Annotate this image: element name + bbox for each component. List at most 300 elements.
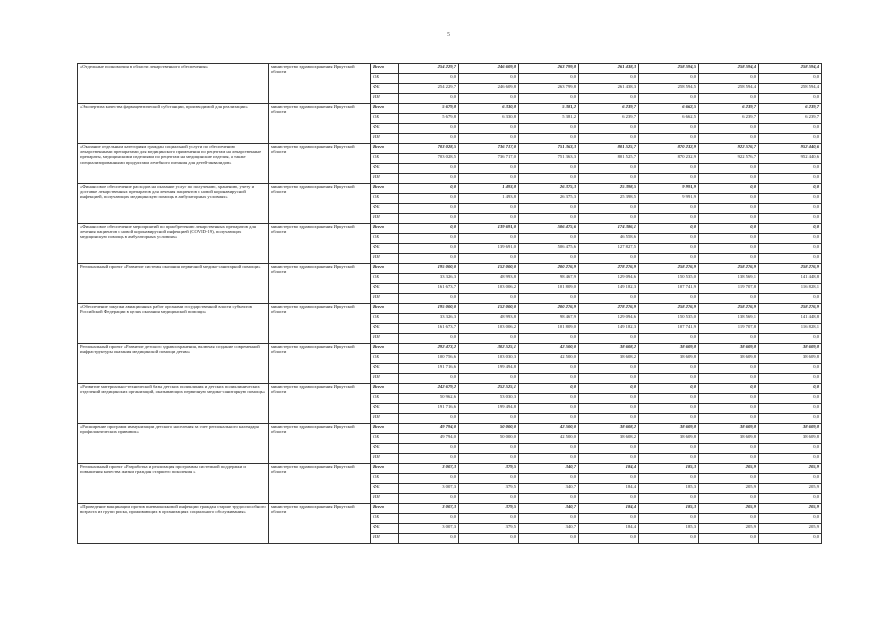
amount-cell: 0,0	[579, 404, 639, 414]
executor: министерство здравоохранения Иркутской области	[269, 464, 371, 504]
amount-cell: 0,0	[399, 414, 459, 424]
amount-cell: 0,0	[639, 494, 699, 504]
amount-cell: 100 756,6	[399, 354, 459, 364]
amount-cell: 38 609,8	[699, 424, 759, 434]
measure-name: «Финансовое обеспечение мероприятий по приобретению лекарственных препаратов для лечения пациентов с новой коронавирусной инфекцией (COVID-19), получающих медицинскую помощь в амбулаторных условиях»	[78, 224, 269, 264]
amount-cell: 0,0	[399, 444, 459, 454]
amount-cell: 379,5	[459, 504, 519, 514]
amount-cell: 292 473,2	[399, 344, 459, 354]
amount-cell: 3 007,3	[399, 524, 459, 534]
amount-cell: 0,0	[519, 384, 579, 394]
funding-source: Всего	[371, 504, 399, 514]
amount-cell: 0,0	[699, 124, 759, 134]
amount-cell: 252 525,1	[459, 384, 519, 394]
amount-cell: 184,4	[579, 464, 639, 474]
amount-cell: 0,0	[579, 384, 639, 394]
amount-cell: 736 717,0	[459, 154, 519, 164]
funding-source: ИИ	[371, 214, 399, 224]
amount-cell: 0,0	[699, 134, 759, 144]
amount-cell: 0,0	[639, 294, 699, 304]
amount-cell: 38 609,8	[699, 344, 759, 354]
amount-cell: 703 028,5	[399, 154, 459, 164]
amount-cell: 129 094,6	[579, 314, 639, 324]
funding-source: ОБ	[371, 514, 399, 524]
amount-cell: 199 494,8	[459, 404, 519, 414]
funding-source: ФБ	[371, 524, 399, 534]
amount-cell: 0,0	[759, 254, 822, 264]
amount-cell: 0,0	[759, 124, 822, 134]
amount-cell: 0,0	[399, 164, 459, 174]
amount-cell: 0,0	[699, 174, 759, 184]
funding-source: ОБ	[371, 314, 399, 324]
amount-cell: 0,0	[639, 364, 699, 374]
amount-cell: 205,9	[699, 504, 759, 514]
amount-cell: 0,0	[699, 294, 759, 304]
amount-cell: 0,0	[459, 454, 519, 464]
amount-cell: 139 691,0	[459, 224, 519, 234]
amount-cell: 174 386,1	[579, 224, 639, 234]
amount-cell: 0,0	[699, 364, 759, 374]
amount-cell: 5 679,8	[399, 114, 459, 124]
funding-source: ОБ	[371, 234, 399, 244]
amount-cell: 38 608,2	[579, 424, 639, 434]
amount-cell: 0,0	[459, 204, 519, 214]
amount-cell: 0,0	[639, 244, 699, 254]
funding-source: ИИ	[371, 374, 399, 384]
amount-cell: 0,0	[399, 254, 459, 264]
amount-cell: 0,0	[759, 164, 822, 174]
amount-cell: 0,0	[519, 514, 579, 524]
funding-source: Всего	[371, 344, 399, 354]
amount-cell: 38 609,8	[639, 424, 699, 434]
amount-cell: 3 007,3	[399, 464, 459, 474]
amount-cell: 0,0	[699, 204, 759, 214]
funding-source: ИИ	[371, 134, 399, 144]
amount-cell: 258 276,9	[639, 264, 699, 274]
amount-cell: 119 707,8	[699, 324, 759, 334]
amount-cell: 205,9	[759, 504, 822, 514]
amount-cell: 185,3	[639, 464, 699, 474]
amount-cell: 5 679,8	[399, 104, 459, 114]
amount-cell: 261 438,3	[579, 64, 639, 74]
funding-source: ФБ	[371, 124, 399, 134]
funding-source: ФБ	[371, 444, 399, 454]
amount-cell: 0,0	[699, 444, 759, 454]
amount-cell: 0,0	[459, 164, 519, 174]
amount-cell: 0,0	[759, 134, 822, 144]
amount-cell: 38 608,2	[579, 354, 639, 364]
table-row	[78, 144, 822, 154]
budget-table	[77, 63, 822, 544]
amount-cell: 42 500,0	[519, 344, 579, 354]
table-row	[78, 384, 822, 394]
amount-cell: 98 467,9	[519, 274, 579, 284]
amount-cell: 152 000,0	[459, 264, 519, 274]
amount-cell: 33 326,3	[399, 314, 459, 324]
amount-cell: 0,0	[399, 224, 459, 234]
amount-cell: 42 500,0	[519, 424, 579, 434]
amount-cell: 6 239,7	[759, 114, 822, 124]
amount-cell: 0,0	[399, 134, 459, 144]
funding-source: ОБ	[371, 194, 399, 204]
amount-cell: 107 741,9	[639, 324, 699, 334]
amount-cell: 0,0	[459, 234, 519, 244]
funding-source: ИИ	[371, 94, 399, 104]
amount-cell: 0,0	[759, 454, 822, 464]
amount-cell: 0,0	[399, 534, 459, 544]
amount-cell: 6 239,7	[759, 104, 822, 114]
amount-cell: 0,0	[579, 294, 639, 304]
amount-cell: 138 569,1	[699, 314, 759, 324]
executor: министерство здравоохранения Иркутской области	[269, 344, 371, 384]
amount-cell: 195 000,0	[399, 304, 459, 314]
executor: министерство здравоохранения Иркутской области	[269, 184, 371, 224]
amount-cell: 25 398,5	[579, 184, 639, 194]
funding-source: ФБ	[371, 284, 399, 294]
amount-cell: 107 741,9	[639, 284, 699, 294]
amount-cell: 302 525,1	[459, 344, 519, 354]
amount-cell: 0,0	[579, 74, 639, 84]
amount-cell: 0,0	[579, 204, 639, 214]
amount-cell: 0,0	[759, 534, 822, 544]
amount-cell: 0,0	[519, 214, 579, 224]
amount-cell: 0,0	[699, 454, 759, 464]
amount-cell: 0,0	[459, 74, 519, 84]
amount-cell: 0,0	[699, 474, 759, 484]
amount-cell: 258 594,4	[699, 84, 759, 94]
amount-cell: 0,0	[639, 164, 699, 174]
funding-source: ОБ	[371, 354, 399, 364]
measure-name: «Проведение вакцинации против пневмококковой инфекции граждан старше трудоспособного возраста из групп риска, проживающих в организациях социального обслуживания»	[78, 504, 269, 544]
amount-cell: 0,0	[459, 294, 519, 304]
amount-cell: 751 363,3	[519, 154, 579, 164]
amount-cell: 6 239,7	[579, 114, 639, 124]
amount-cell: 3 007,3	[399, 484, 459, 494]
funding-source: Всего	[371, 104, 399, 114]
amount-cell: 0,0	[519, 294, 579, 304]
amount-cell: 139 691,0	[459, 244, 519, 254]
table-row	[78, 64, 822, 74]
amount-cell: 0,0	[759, 414, 822, 424]
funding-source: ИИ	[371, 494, 399, 504]
amount-cell: 42 500,0	[519, 434, 579, 444]
amount-cell: 6 239,7	[699, 114, 759, 124]
funding-source: Всего	[371, 384, 399, 394]
funding-source: ИИ	[371, 174, 399, 184]
funding-source: ФБ	[371, 164, 399, 174]
funding-source: Всего	[371, 224, 399, 234]
amount-cell: 46 558,6	[579, 234, 639, 244]
amount-cell: 6 662,5	[639, 114, 699, 124]
funding-source: ИИ	[371, 294, 399, 304]
amount-cell: 0,0	[579, 134, 639, 144]
amount-cell: 0,0	[579, 454, 639, 464]
amount-cell: 0,0	[459, 334, 519, 344]
amount-cell: 0,0	[759, 364, 822, 374]
amount-cell: 6 662,5	[639, 104, 699, 114]
amount-cell: 0,0	[699, 534, 759, 544]
amount-cell: 0,0	[699, 374, 759, 384]
amount-cell: 127 827,5	[579, 244, 639, 254]
amount-cell: 0,0	[579, 174, 639, 184]
amount-cell: 184,4	[579, 484, 639, 494]
amount-cell: 0,0	[639, 414, 699, 424]
amount-cell: 149 182,3	[579, 284, 639, 294]
amount-cell: 101 809,0	[519, 324, 579, 334]
amount-cell: 0,0	[639, 404, 699, 414]
amount-cell: 0,0	[759, 374, 822, 384]
amount-cell: 0,0	[579, 474, 639, 484]
amount-cell: 0,0	[759, 384, 822, 394]
funding-source: Всего	[371, 464, 399, 474]
amount-cell: 0,0	[519, 334, 579, 344]
amount-cell: 103 006,2	[459, 284, 519, 294]
amount-cell: 0,0	[639, 224, 699, 234]
amount-cell: 0,0	[459, 134, 519, 144]
amount-cell: 1 493,8	[459, 184, 519, 194]
amount-cell: 0,0	[639, 384, 699, 394]
amount-cell: 205,9	[759, 464, 822, 474]
amount-cell: 161 673,7	[399, 324, 459, 334]
amount-cell: 254 229,7	[399, 84, 459, 94]
amount-cell: 205,9	[699, 464, 759, 474]
funding-source: ИИ	[371, 334, 399, 344]
amount-cell: 33 326,3	[399, 274, 459, 284]
amount-cell: 0,0	[519, 404, 579, 414]
amount-cell: 48 993,8	[459, 274, 519, 284]
amount-cell: 38 608,2	[579, 434, 639, 444]
amount-cell: 5 381,2	[519, 114, 579, 124]
amount-cell: 0,0	[399, 124, 459, 134]
table-row	[78, 104, 822, 114]
amount-cell: 0,0	[399, 234, 459, 244]
amount-cell: 0,0	[399, 94, 459, 104]
funding-source: Всего	[371, 184, 399, 194]
amount-cell: 0,0	[579, 414, 639, 424]
measure-name: «Отдельные полномочия в области лекарственного обеспечения»	[78, 64, 269, 104]
measure-name: «Расширение программ иммунизации детского населения за счет регионального календаря профилактических прививок»	[78, 424, 269, 464]
amount-cell: 0,0	[639, 374, 699, 384]
measure-name: «Экспертиза качества фармацевтической субстанции, производимой для реализации»	[78, 104, 269, 144]
amount-cell: 9 991,9	[639, 184, 699, 194]
amount-cell: 0,0	[519, 234, 579, 244]
amount-cell: 258 594,4	[759, 64, 822, 74]
table-row	[78, 464, 822, 474]
measure-name: «Финансовое обеспечение расходов на оказание услуг по получению, хранению, учету и доставке лекарственных препаратов для лечения пациентов с новой коронавирусной инфекцией, получающих медицинскую помощь в амбулаторных условиях»	[78, 184, 269, 224]
amount-cell: 0,0	[399, 244, 459, 254]
funding-source: ОБ	[371, 474, 399, 484]
amount-cell: 150 535,0	[639, 274, 699, 284]
amount-cell: 0,0	[519, 174, 579, 184]
amount-cell: 258 276,9	[759, 304, 822, 314]
amount-cell: 0,0	[639, 134, 699, 144]
amount-cell: 185,3	[639, 484, 699, 494]
amount-cell: 0,0	[699, 164, 759, 174]
funding-source: ФБ	[371, 484, 399, 494]
funding-source: Всего	[371, 144, 399, 154]
amount-cell: 0,0	[399, 374, 459, 384]
amount-cell: 42 500,0	[519, 354, 579, 364]
amount-cell: 258 594,4	[759, 84, 822, 94]
amount-cell: 0,0	[519, 374, 579, 384]
amount-cell: 242 679,2	[399, 384, 459, 394]
amount-cell: 98 467,9	[519, 314, 579, 324]
table-row	[78, 304, 822, 314]
amount-cell: 184,4	[579, 504, 639, 514]
amount-cell: 0,0	[759, 404, 822, 414]
amount-cell: 0,0	[699, 254, 759, 264]
table-row	[78, 344, 822, 354]
amount-cell: 258 594,5	[639, 64, 699, 74]
amount-cell: 0,0	[399, 334, 459, 344]
amount-cell: 0,0	[639, 474, 699, 484]
funding-source: ФБ	[371, 324, 399, 334]
amount-cell: 6 330,8	[459, 114, 519, 124]
amount-cell: 801 525,7	[579, 144, 639, 154]
amount-cell: 0,0	[639, 254, 699, 264]
amount-cell: 340,7	[519, 504, 579, 514]
amount-cell: 0,0	[399, 474, 459, 484]
amount-cell: 185,3	[639, 504, 699, 514]
funding-source: ОБ	[371, 154, 399, 164]
amount-cell: 138 569,1	[699, 274, 759, 284]
amount-cell: 116 828,1	[759, 284, 822, 294]
amount-cell: 205,9	[699, 484, 759, 494]
amount-cell: 0,0	[699, 224, 759, 234]
amount-cell: 0,0	[759, 174, 822, 184]
amount-cell: 0,0	[399, 194, 459, 204]
amount-cell: 254 229,7	[399, 64, 459, 74]
amount-cell: 258 276,9	[759, 264, 822, 274]
amount-cell: 0,0	[399, 184, 459, 194]
amount-cell: 38 609,8	[759, 424, 822, 434]
amount-cell: 0,0	[519, 74, 579, 84]
amount-cell: 38 609,8	[699, 434, 759, 444]
page-number: 5	[447, 32, 450, 38]
table-row	[78, 264, 822, 274]
amount-cell: 205,9	[699, 524, 759, 534]
amount-cell: 736 717,0	[459, 144, 519, 154]
executor: министерство здравоохранения Иркутской области	[269, 264, 371, 304]
amount-cell: 50 962,6	[399, 394, 459, 404]
amount-cell: 0,0	[759, 244, 822, 254]
amount-cell: 0,0	[639, 454, 699, 464]
amount-cell: 0,0	[579, 334, 639, 344]
amount-cell: 0,0	[639, 514, 699, 524]
amount-cell: 53 030,3	[459, 394, 519, 404]
amount-cell: 0,0	[699, 514, 759, 524]
amount-cell: 0,0	[519, 364, 579, 374]
amount-cell: 0,0	[579, 394, 639, 404]
amount-cell: 129 094,6	[579, 274, 639, 284]
amount-cell: 50 000,0	[459, 434, 519, 444]
amount-cell: 0,0	[519, 534, 579, 544]
amount-cell: 0,0	[639, 94, 699, 104]
amount-cell: 6 239,7	[699, 104, 759, 114]
amount-cell: 340,7	[519, 524, 579, 534]
funding-source: ОБ	[371, 74, 399, 84]
amount-cell: 141 448,8	[759, 314, 822, 324]
amount-cell: 0,0	[459, 214, 519, 224]
amount-cell: 0,0	[459, 494, 519, 504]
amount-cell: 0,0	[399, 294, 459, 304]
table-row	[78, 224, 822, 234]
amount-cell: 0,0	[579, 494, 639, 504]
amount-cell: 191 716,6	[399, 404, 459, 414]
amount-cell: 0,0	[399, 454, 459, 464]
amount-cell: 0,0	[639, 214, 699, 224]
executor: министерство здравоохранения Иркутской области	[269, 104, 371, 144]
amount-cell: 870 232,9	[639, 154, 699, 164]
amount-cell: 0,0	[519, 164, 579, 174]
funding-source: Всего	[371, 424, 399, 434]
amount-cell: 263 799,8	[519, 84, 579, 94]
amount-cell: 0,0	[639, 394, 699, 404]
amount-cell: 0,0	[519, 204, 579, 214]
amount-cell: 258 276,9	[699, 264, 759, 274]
amount-cell: 0,0	[759, 194, 822, 204]
funding-source: ИИ	[371, 454, 399, 464]
amount-cell: 0,0	[579, 164, 639, 174]
amount-cell: 38 609,8	[759, 434, 822, 444]
amount-cell: 0,0	[579, 514, 639, 524]
amount-cell: 0,0	[459, 254, 519, 264]
amount-cell: 195 000,0	[399, 264, 459, 274]
amount-cell: 26 375,3	[519, 194, 579, 204]
funding-source: ОБ	[371, 114, 399, 124]
amount-cell: 0,0	[699, 384, 759, 394]
amount-cell: 205,9	[759, 484, 822, 494]
amount-cell: 0,0	[699, 414, 759, 424]
amount-cell: 0,0	[699, 234, 759, 244]
amount-cell: 506 475,6	[519, 224, 579, 234]
amount-cell: 50 000,0	[459, 424, 519, 434]
amount-cell: 0,0	[399, 214, 459, 224]
measure-name: «Развитие материально-технической базы детских поликлиник и детских поликлинических отделений медицинских организаций, оказывающих первичную медико-санитарную помощь»	[78, 384, 269, 424]
amount-cell: 0,0	[759, 94, 822, 104]
executor: министерство здравоохранения Иркутской области	[269, 384, 371, 424]
table-row	[78, 504, 822, 514]
amount-cell: 0,0	[759, 294, 822, 304]
amount-cell: 0,0	[579, 534, 639, 544]
funding-source: ФБ	[371, 244, 399, 254]
amount-cell: 0,0	[579, 254, 639, 264]
amount-cell: 0,0	[639, 534, 699, 544]
measure-name: Региональный проект «Разработка и реализация программы системной поддержки и повышения качества жизни граждан старшего поколения »	[78, 464, 269, 504]
amount-cell: 0,0	[639, 174, 699, 184]
funding-source: ОБ	[371, 394, 399, 404]
amount-cell: 205,9	[759, 524, 822, 534]
amount-cell: 25 398,5	[579, 194, 639, 204]
amount-cell: 340,7	[519, 464, 579, 474]
funding-source: Всего	[371, 64, 399, 74]
amount-cell: 246 609,8	[459, 84, 519, 94]
amount-cell: 49 794,0	[399, 424, 459, 434]
amount-cell: 150 535,0	[639, 314, 699, 324]
amount-cell: 506 475,6	[519, 244, 579, 254]
amount-cell: 0,0	[759, 334, 822, 344]
amount-cell: 258 594,5	[639, 84, 699, 94]
amount-cell: 952 440,6	[759, 154, 822, 164]
table-row	[78, 184, 822, 194]
executor: министерство здравоохранения Иркутской области	[269, 224, 371, 264]
amount-cell: 0,0	[699, 184, 759, 194]
amount-cell: 6 330,8	[459, 104, 519, 114]
amount-cell: 0,0	[759, 444, 822, 454]
amount-cell: 161 673,7	[399, 284, 459, 294]
amount-cell: 703 028,5	[399, 144, 459, 154]
amount-cell: 200 276,9	[519, 304, 579, 314]
